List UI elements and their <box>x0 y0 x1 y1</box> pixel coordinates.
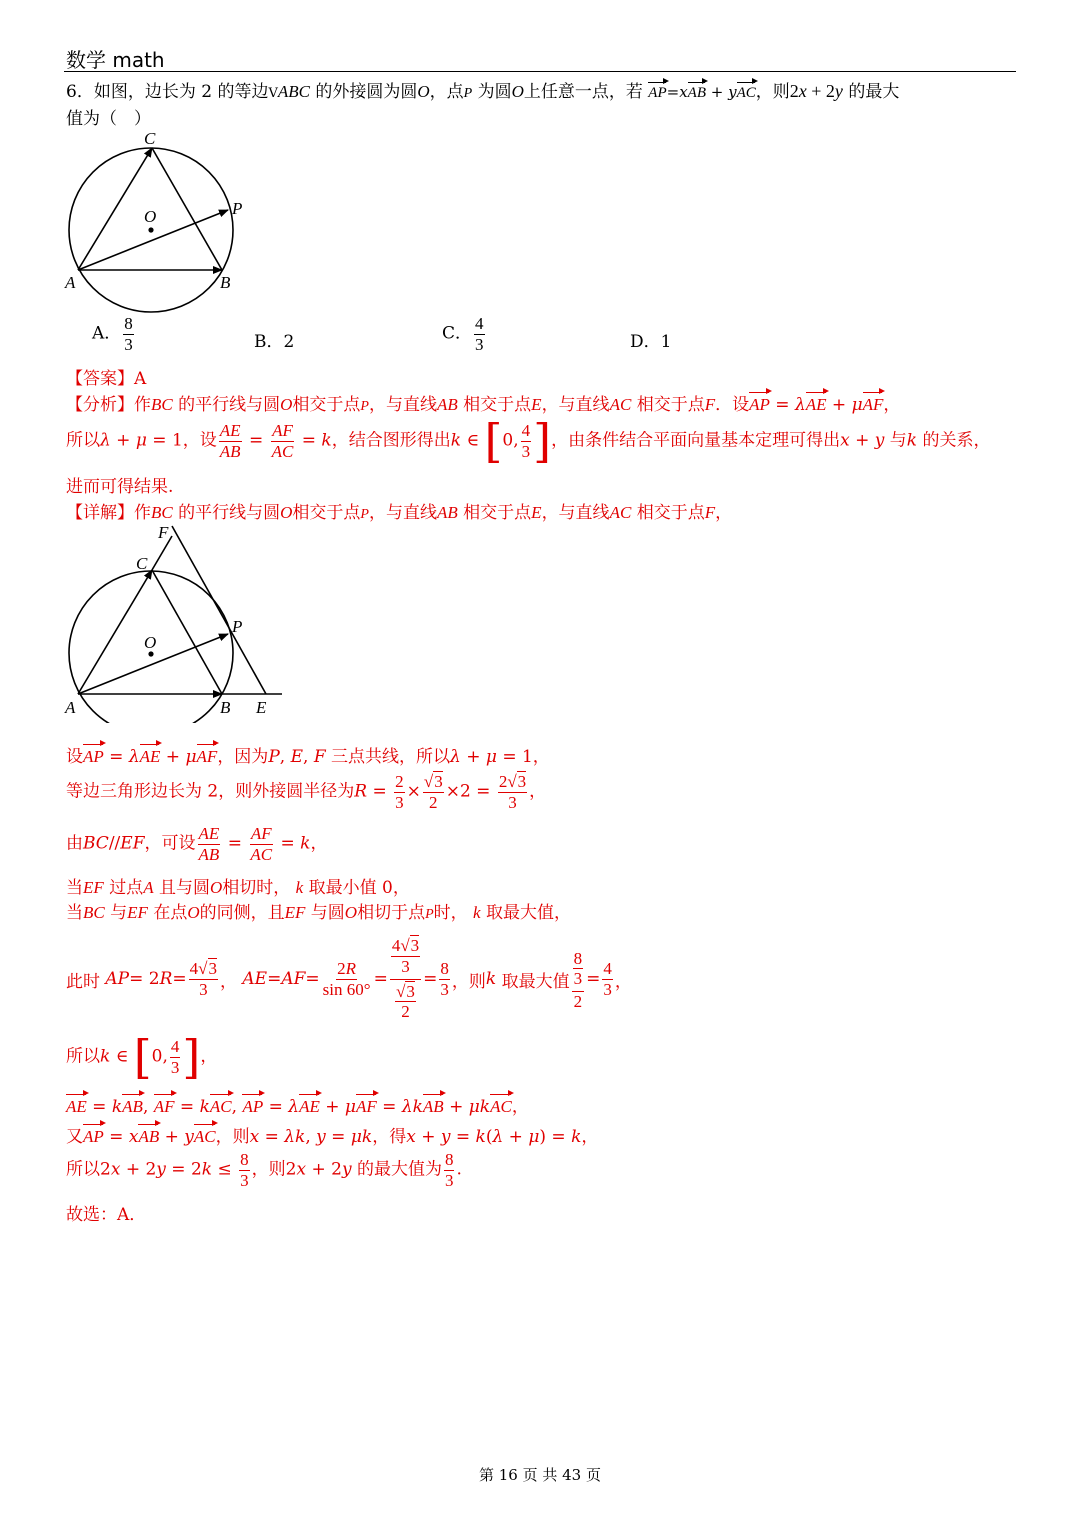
center-dot <box>148 227 153 232</box>
solution-line-5: 当EF 过点A 且与圆O相切时， k 取最小值 0， <box>66 878 410 898</box>
analysis-line-3: 进而可得结果. <box>66 477 174 497</box>
label-p-2: P <box>232 617 243 636</box>
question-number: 6． <box>66 82 94 102</box>
side-cb-2 <box>152 570 222 694</box>
label-a-2: A <box>65 698 76 717</box>
question-line-2: 值为（ ） <box>66 109 151 129</box>
label-e: E <box>256 698 267 717</box>
label-o: O <box>144 207 157 226</box>
option-b[interactable]: B．2 <box>254 332 295 352</box>
header-title: 数学 math <box>66 48 165 72</box>
side-ac-2 <box>78 570 152 694</box>
label-f: F <box>158 523 169 542</box>
solution-line-2: 设AP = λAE + μAF，因为P, E, F 三点共线，所以λ + μ = 1， <box>66 747 550 767</box>
center-dot-2 <box>148 651 153 656</box>
label-o-2: O <box>144 633 157 652</box>
option-d[interactable]: D．1 <box>630 332 672 352</box>
solution-conclusion: 故选：A． <box>66 1205 147 1225</box>
solution-line-3: 等边三角形边长为 2，则外接圆半径为R = $\frac{2}{3}$ × $\frac{√3}{2}$ ×2 = $\frac{2√3}{3}$ ， <box>66 772 547 812</box>
option-c[interactable]: C． $\frac{4}{3}$ <box>442 314 484 354</box>
solution-line-7: 此时 AP = 2 R = $\frac{4√3}{3}$ ， AE = AF = $\frac{2R}{\sin 60^\circ}$ = $\frac{\frac{4√3}{3}}{\frac{√3}{2}}$ = $\frac{8}{3}$ ，则 k 取最大值 $\frac{\frac{8}{3}}{2}$ = $\frac{4}{3}$ ， <box>66 936 632 1022</box>
analysis-line-1: 【分析】作BC 的平行线与圆O相交于点P，与直线AB 相交于点E，与直线AC 相交于点F．设AP = λAE + μAF， <box>66 395 901 415</box>
label-p: P <box>232 199 243 218</box>
label-c-2: C <box>136 554 148 573</box>
figure-1 <box>60 126 260 316</box>
label-c: C <box>144 129 156 148</box>
solution-line-10: 又AP = xAB + yAC，则x = λk, y = μk，得x + y = k(λ + μ) = k， <box>66 1127 599 1147</box>
line-ef <box>172 526 266 694</box>
answer-line: 【答案】A <box>66 369 147 389</box>
question-line-1: 6．如图，边长为 2 的等边VABC 的外接圆为圆O，点P 为圆O上任意一点，若 AP=xAB + yAC，则2x + 2y 的最大 <box>66 81 900 102</box>
analysis-line-2: 所以λ + μ = 1，设 $\frac{AE}{AB}$ = $\frac{AF}{AC}$ = k，结合图形得出k ∈ [0, $\frac{4}{3}$ ]，由条件结合平面向量基本定理可得出x + y 与k 的关系， <box>66 414 991 468</box>
solution-line-4: 由BC//EF，可设 $\frac{AE}{AB}$ = $\frac{AF}{AC}$ = k， <box>66 824 328 864</box>
solution-line-9: AE = kAB, AF = kAC, AP = λAE + μAF = λkAB + μkAC， <box>66 1097 529 1117</box>
solution-line-11: 所以2x + 2y = 2k ≤ $\frac{8}{3}$ ，则2x + 2y 的最大值为 $\frac{8}{3}$ . <box>66 1150 462 1190</box>
label-b-2: B <box>220 698 231 717</box>
option-a[interactable]: A． $\frac{8}{3}$ <box>92 314 133 354</box>
solution-line-1: 【详解】作BC 的平行线与圆O相交于点P，与直线AB 相交于点E，与直线AC 相交于点F， <box>66 503 733 523</box>
solution-line-8: 所以k ∈ [0, $\frac{4}{3}$ ]， <box>66 1030 218 1084</box>
side-ac <box>78 148 152 270</box>
label-b: B <box>220 273 231 292</box>
label-a: A <box>65 273 76 292</box>
solution-line-6: 当BC 与EF 在点O的同侧，且EF 与圆O相切于点P时， k 取最大值， <box>66 903 571 923</box>
side-cb <box>152 148 222 270</box>
header-rule <box>64 71 1016 72</box>
figure-2 <box>60 518 300 723</box>
page-footer: 第 16 页 共 43 页 <box>478 1466 601 1484</box>
